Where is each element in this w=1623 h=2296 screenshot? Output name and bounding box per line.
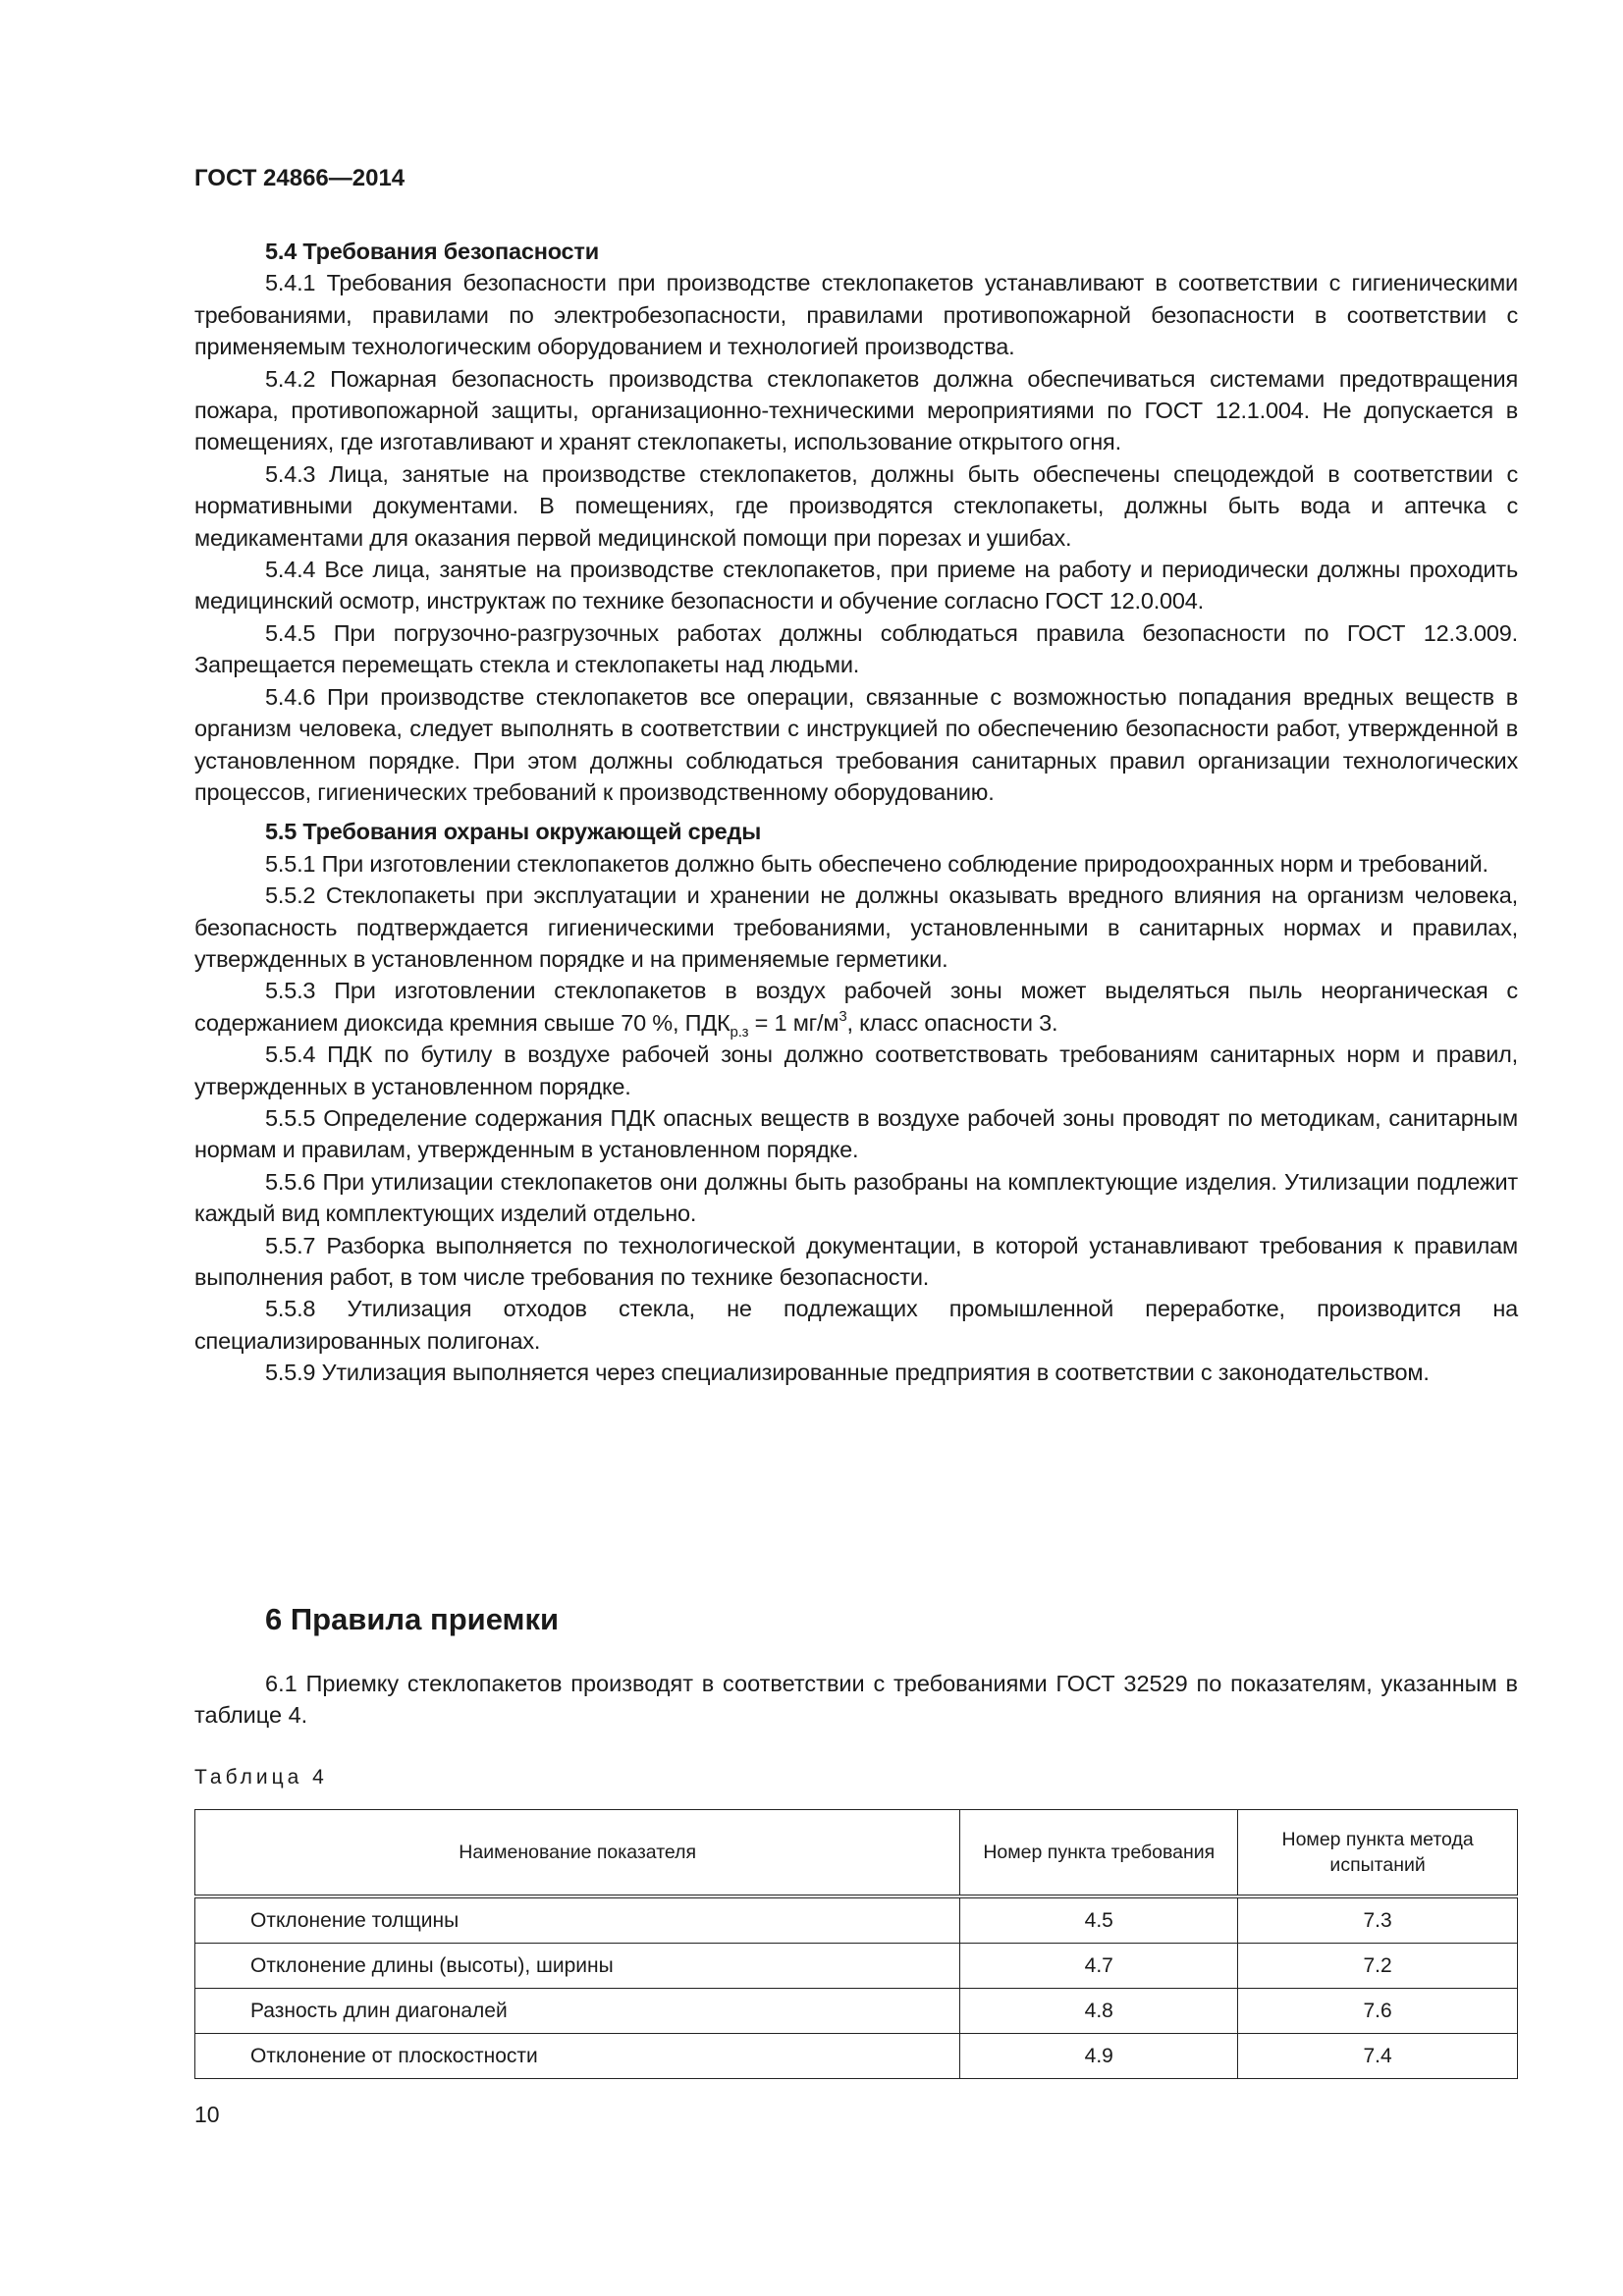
text: 5.5.3 При изготовлении стеклопакетов в воздух рабочей зоны может выделяться пыль неорганическая с содержанием диоксида кремния свыше 70 %, ПДК <box>194 978 1518 1036</box>
document-id: ГОСТ 24866—2014 <box>194 165 406 191</box>
paragraph: 5.5.5 Определение содержания ПДК опасных веществ в воздухе рабочей зоны проводят по методикам, санитарным нормам и правилам, утвержденным в установленном порядке. <box>194 1104 1518 1163</box>
cell: 4.8 <box>960 1989 1238 2034</box>
acceptance-table <box>194 1809 1518 2079</box>
subscript: р.з <box>730 1023 749 1041</box>
paragraph: 5.4.1 Требования безопасности при производстве стеклопакетов устанавливают в соответствии с гигиеническими требованиями, правилами по электробезопасности, правилами противопожарной безопасности в соответствии с применяемым технологическим оборудованием и технологией производства. <box>194 270 1518 360</box>
cell: 7.4 <box>1238 2034 1518 2079</box>
column-header: Номер пункта метода испытаний <box>1238 1810 1518 1897</box>
paragraph: 5.4.2 Пожарная безопасность производства стеклопакетов должна обеспечиваться системами предотвращения пожара, противопожарной защиты, организационно-техническими мероприятиями по ГОСТ 12.1.004. Не допускается в помещениях, где изготавливают и хранят стеклопакеты, использование открытого огня. <box>194 365 1518 455</box>
page-number: 10 <box>194 2102 220 2127</box>
cell: 4.7 <box>960 1944 1238 1989</box>
paragraph: 5.4.3 Лица, занятые на производстве стеклопакетов, должны быть обеспечены спецодеждой в соответствии с нормативными документами. В помещениях, где производятся стеклопакеты, должны быть вода и аптечка с медикаментами для оказания первой медицинской помощи при порезах и ушибах. <box>194 460 1518 551</box>
heading-5-5: 5.5 Требования охраны окружающей среды <box>265 819 762 845</box>
text: , класс опасности 3. <box>846 1009 1058 1036</box>
paragraph: 5.5.8 Утилизация отходов стекла, не подлежащих промышленной переработке, производится на специализированных полигонах. <box>194 1296 1518 1354</box>
superscript: 3 <box>839 1007 847 1025</box>
cell: 7.6 <box>1238 1989 1518 2034</box>
heading-5-4: 5.4 Требования безопасности <box>265 239 599 264</box>
document-body <box>194 236 1518 1389</box>
text: = 1 мг/м <box>748 1009 839 1036</box>
paragraph: 5.5.9 Утилизация выполняется через специализированные предприятия в соответствии с законодательством. <box>265 1360 1430 1386</box>
cell: 7.3 <box>1238 1896 1518 1944</box>
cell: Отклонение толщины <box>195 1896 960 1944</box>
table-row <box>195 1989 1518 2034</box>
cell: 7.2 <box>1238 1944 1518 1989</box>
cell: 4.9 <box>960 2034 1238 2079</box>
paragraph: 5.5.2 Стеклопакеты при эксплуатации и хранении не должны оказывать вредного влияния на организм человека, безопасность подтверждается гигиеническими требованиями, установленными в санитарных нормах и правилах, утвержденных в установленном порядке и на применяемые герметики. <box>194 882 1518 972</box>
paragraph: 5.4.6 При производстве стеклопакетов все операции, связанные с возможностью попадания вредных веществ в организм человека, следует выполнять в соответствии с инструкцией по обеспечению безопасности работ, утвержденной в установленном порядке. При этом должны соблюдаться требования санитарных правил организации технологических процессов, гигиенических требований к производственному оборудованию. <box>194 683 1518 805</box>
table-row <box>195 1944 1518 1989</box>
heading-6: 6 Правила приемки <box>265 1602 560 1636</box>
table-row <box>195 2034 1518 2079</box>
paragraph: 5.5.7 Разборка выполняется по технологической документации, в которой устанавливают требования к правилам выполнения работ, в том числе требования по технике безопасности. <box>194 1232 1518 1290</box>
paragraph: 5.5.6 При утилизации стеклопакетов они должны быть разобраны на комплектующие изделия. Утилизации подлежит каждый вид комплектующих изделий отдельно. <box>194 1168 1518 1227</box>
cell: 4.5 <box>960 1896 1238 1944</box>
column-header: Номер пункта требования <box>960 1810 1238 1897</box>
cell: Разность длин диагоналей <box>195 1989 960 2034</box>
paragraph: 5.4.5 При погрузочно-разгрузочных работах должны соблюдаться правила безопасности по ГОСТ 12.3.009. Запрещается перемещать стекла и стеклопакеты над людьми. <box>194 619 1518 678</box>
paragraph: 5.4.4 Все лица, занятые на производстве стеклопакетов, при приеме на работу и периодически должны проходить медицинский осмотр, инструктаж по технике безопасности и обучение согласно ГОСТ 12.0.004. <box>194 557 1518 614</box>
cell: Отклонение от плоскостности <box>195 2034 960 2079</box>
cell: Отклонение длины (высоты), ширины <box>195 1944 960 1989</box>
table-row <box>195 1896 1518 1944</box>
column-header: Наименование показателя <box>195 1810 960 1897</box>
paragraph: 5.5.1 При изготовлении стеклопакетов должно быть обеспечено соблюдение природоохранных норм и требований. <box>265 850 1488 877</box>
paragraph: 5.5.4 ПДК по бутилу в воздухе рабочей зоны должно соответствовать требованиям санитарных норм и правил, утвержденных в установленном порядке. <box>194 1041 1518 1099</box>
paragraph-5-5-3 <box>194 975 1518 1039</box>
table-caption: Таблица 4 <box>194 1766 328 1789</box>
table-header-row <box>195 1810 1518 1897</box>
paragraph-6-1: 6.1 Приемку стеклопакетов производят в соответствии с требованиями ГОСТ 32529 по показателям, указанным в таблице 4. <box>194 1671 1518 1729</box>
